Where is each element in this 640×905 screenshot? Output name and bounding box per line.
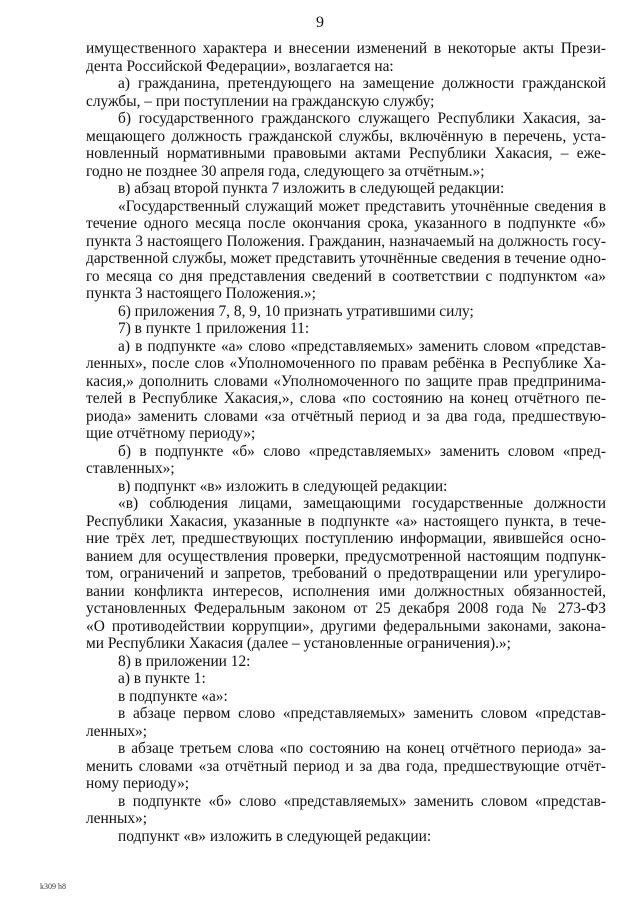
text-line: вании конфликта интересов, исполнения ими должностных обязанностей, — [86, 582, 606, 600]
text-line: ставленных»; — [86, 460, 175, 477]
text-line: го месяца со дня представления сведений в соответствии с подпунктом «а» — [86, 267, 606, 285]
text-line: дента Российской Федерации», возлагается на: — [86, 57, 394, 75]
text-line: новленный нормативными правовыми актами Республики Хакасия, – еже- — [86, 145, 606, 162]
text-line: ми Республики Хакасия (далее – установленные ограничения).»; — [86, 635, 511, 652]
text-line: а) в пункте 1: — [118, 670, 206, 687]
text-line: течение одного месяца после окончания срока, указанного в подпункте «б» — [86, 215, 606, 232]
text-line: риода» заменить словами «за отчётный период и за два года, предшествую- — [86, 407, 606, 425]
text-line: пункта 3 настоящего Положения. Гражданин, назначаемый на должность госу- — [86, 232, 606, 250]
text-line: ному периоду»; — [86, 775, 190, 792]
text-line: том, ограничений и запретов, требований о предотвращении или урегулиро- — [86, 565, 606, 582]
text-line: щие отчётному периоду»; — [86, 425, 256, 442]
text-line: пункта 3 настоящего Положения.»; — [86, 285, 316, 302]
text-line: касия,» дополнить словами «Уполномоченного по защите прав предпринима- — [86, 372, 606, 390]
text-line: «О противодействии коррупции», другими федеральными законами, законa- — [86, 617, 606, 635]
text-line: службы, – при поступлении на гражданскую службу; — [86, 92, 435, 110]
text-line: ленных»; — [86, 722, 147, 740]
text-line: ленных»; — [86, 810, 147, 827]
text-line: телей в Республике Хакасия,», слова «по состоянию на конец отчётного пе- — [86, 390, 606, 407]
text-line: 6) приложения 7, 8, 9, 10 признать утратившими силу; — [118, 302, 474, 320]
text-line: 8) в приложении 12: — [118, 652, 251, 670]
text-line: а) гражданина, претендующего на замещение должности гражданской — [118, 75, 606, 92]
text-line: в абзаце третьем слова «по состоянию на конец отчётного периода» за- — [118, 740, 606, 757]
text-line: ние трёх лет, предшествующих поступлению информации, явившейся осно- — [86, 530, 606, 547]
text-line: Республики Хакасия, указанные в подпункте «а» настоящего пункта, в тече- — [86, 512, 606, 530]
text-line: годно не позднее 30 апреля года, следующего за отчётным.»; — [86, 162, 485, 180]
text-line: 7) в пункте 1 приложения 11: — [118, 320, 310, 337]
footer-document-code: k309 h8 — [40, 882, 66, 891]
text-line: дарственной службы, может представить уточнённые сведения в течение одно- — [86, 250, 607, 267]
text-line: подпункт «в» изложить в следующей редакции: — [118, 827, 432, 845]
text-line: в) абзац второй пункта 7 изложить в следующей редакции: — [118, 180, 505, 197]
text-line: а) в подпункте «а» слово «представляемых» заменить словом «представ- — [118, 337, 606, 355]
document-body — [86, 40, 606, 845]
text-line: имущественного характера и внесении изменений в некоторые акты Прези- — [86, 40, 606, 57]
text-line: «в) соблюдения лицами, замещающими государственные должности — [118, 495, 606, 512]
text-line: ванием для осуществления проверки, предусмотренной настоящим подпунк- — [86, 547, 606, 565]
text-line: ленных», после слов «Уполномоченного по правам ребёнка в Республике Ха- — [86, 355, 606, 372]
page-number: 9 — [316, 14, 324, 31]
text-line: установленных Федеральным законом от 25 декабря 2008 года № 273-ФЗ — [86, 600, 606, 617]
text-line: в подпункте «а»: — [118, 687, 228, 705]
text-line: б) государственного гражданского служащего Республики Хакасия, за- — [118, 110, 606, 127]
text-line: в абзаце первом слово «представляемых» заменить словом «представ- — [118, 705, 606, 722]
text-line: в) подпункт «в» изложить в следующей редакции: — [118, 477, 448, 495]
text-line: в подпункте «б» слово «представляемых» заменить словом «представ- — [118, 792, 606, 810]
text-line: «Государственный служащий может представить уточнённые сведения в — [118, 197, 606, 215]
text-line: менить словами «за отчётный период и за два года, предшествующие отчёт- — [86, 757, 606, 775]
text-line: мещающего должность гражданской службы, включённую в перечень, уста- — [86, 127, 606, 145]
text-line: б) в подпункте «б» слово «представляемых» заменить словом «пред- — [118, 442, 606, 460]
